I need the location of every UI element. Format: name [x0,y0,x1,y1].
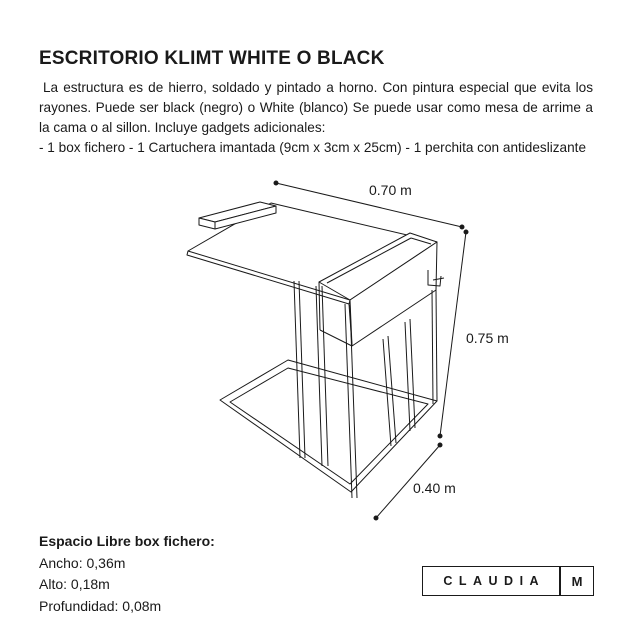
gadgets-list: - 1 box fichero - 1 Cartuchera imantada (9cm x 3cm x 25cm) - 1 perchita con antideslizante [39,140,587,155]
width-dimension-label: 0.70 m [369,182,412,198]
file-box-specs [39,531,339,617]
height-dimension-label: 0.75 m [466,330,509,346]
brand-name: CLAUDIA [443,574,546,588]
brand-logo [422,566,594,596]
product-title: ESCRITORIO KLIMT WHITE O BLACK [39,48,385,69]
description-paragraph: La estructura es de hierro, soldado y pintado a horno. Con pintura especial que evita los rayones. Puede ser black (negro) o White (blanco) Se puede usar como mesa de arrime a la cama o al sillon. Incluye gadgets adicionales: [39,80,593,135]
specs-title: Espacio Libre box fichero: [39,533,215,549]
desk-frame [220,281,437,498]
spec-width: Ancho: 0,36m [39,554,126,571]
depth-dimension-label: 0.40 m [413,480,456,496]
spec-depth: Profundidad: 0,08m [39,597,162,614]
brand-initial: M [571,573,583,589]
spec-height: Alto: 0,18m [39,576,110,592]
